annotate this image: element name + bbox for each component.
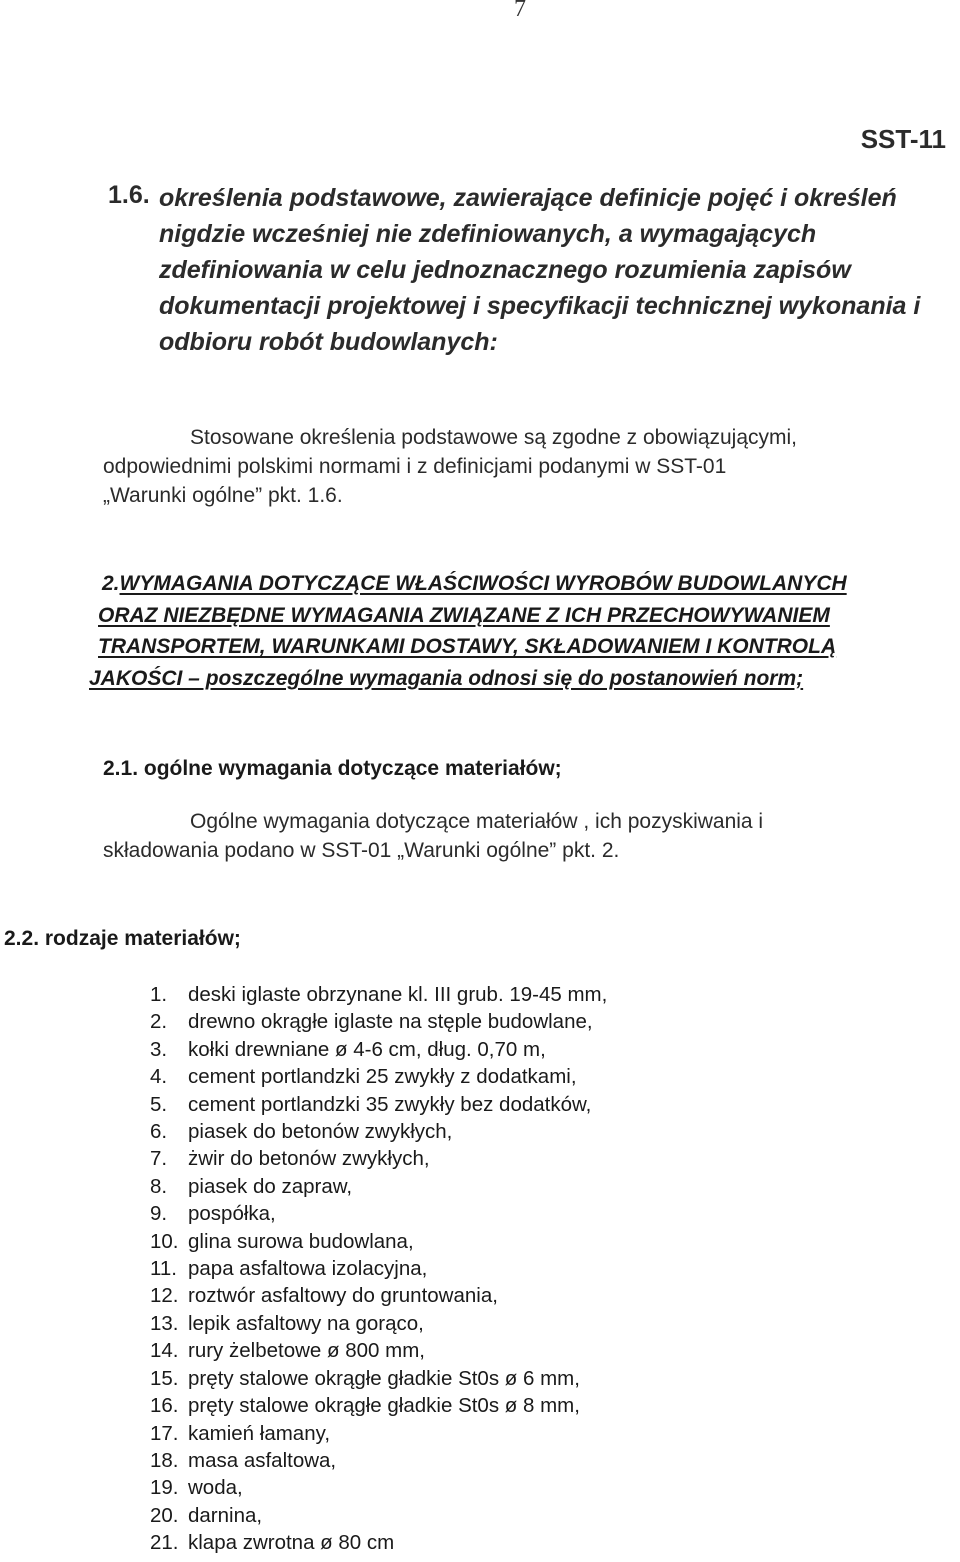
list-item — [150, 1228, 607, 1255]
list-item-text: pręty stalowe okrągłe gładkie St0s ø 8 mm, — [188, 1394, 580, 1418]
list-item — [150, 1008, 607, 1035]
list-item — [150, 1063, 607, 1090]
list-item-text: cement portlandzki 35 zwykły bez dodatków, — [188, 1092, 592, 1116]
list-item-number: 19. — [150, 1476, 179, 1500]
list-item-number: 21. — [150, 1531, 179, 1555]
list-item-number: 5. — [150, 1092, 168, 1116]
list-item — [150, 1173, 607, 1200]
heading-line: 2.WYMAGANIA DOTYCZĄCE WŁAŚCIWOŚCI WYROBÓW BUDOWLANYCH — [102, 572, 847, 595]
list-item-number: 4. — [150, 1065, 168, 1089]
list-item-number: 18. — [150, 1448, 179, 1472]
materials-list — [150, 981, 607, 1557]
list-item-text: kołki drewniane ø 4-6 cm, dług. 0,70 m, — [188, 1037, 546, 1061]
list-item-number: 16. — [150, 1394, 179, 1418]
list-item — [150, 1420, 607, 1447]
list-item — [150, 1337, 607, 1364]
section-1-6-number: 1.6. — [108, 181, 150, 209]
list-item-text: lepik asfaltowy na gorąco, — [188, 1311, 424, 1335]
list-item-number: 20. — [150, 1503, 179, 1527]
list-item-text: piasek do zapraw, — [188, 1174, 353, 1198]
list-item — [150, 1529, 607, 1556]
list-item-number: 6. — [150, 1120, 168, 1144]
section-2-1-heading: 2.1. ogólne wymagania dotyczące materiałów; — [103, 757, 562, 780]
list-item — [150, 1447, 607, 1474]
list-item — [150, 1200, 607, 1227]
section-2-heading — [89, 568, 847, 694]
list-item-text: drewno okrągłe iglaste na stęple budowlane, — [188, 1010, 593, 1034]
heading-line: TRANSPORTEM, WARUNKAMI DOSTAWY, SKŁADOWANIEM I KONTROLĄ — [98, 635, 837, 658]
list-item-number: 17. — [150, 1421, 179, 1445]
paragraph-line: Stosowane określenia podstawowe są zgodne z obowiązującymi, — [190, 426, 798, 449]
list-item — [150, 1502, 607, 1529]
list-item — [150, 1091, 607, 1118]
document-code: SST-11 — [860, 124, 946, 154]
list-item — [150, 1282, 607, 1309]
list-item-number: 13. — [150, 1311, 179, 1335]
section-2-1-paragraph — [103, 807, 763, 865]
list-item-number: 3. — [150, 1037, 168, 1061]
list-item-number: 8. — [150, 1174, 168, 1198]
list-item-text: kamień łamany, — [188, 1421, 331, 1445]
list-item — [150, 1145, 607, 1172]
section-1-6-heading — [159, 180, 920, 360]
list-item-number: 11. — [150, 1257, 177, 1281]
list-item — [150, 1310, 607, 1337]
list-item-text: papa asfaltowa izolacyjna, — [188, 1257, 428, 1281]
list-item-text: woda, — [188, 1476, 243, 1500]
list-item — [150, 1036, 607, 1063]
list-item — [150, 981, 607, 1008]
list-item-number: 10. — [150, 1229, 179, 1253]
page-number: 7 — [514, 0, 526, 22]
list-item — [150, 1474, 607, 1501]
list-item-number: 15. — [150, 1366, 179, 1390]
list-item-number: 9. — [150, 1202, 168, 1226]
list-item — [150, 1255, 607, 1282]
section-2-2-heading: 2.2. rodzaje materiałów; — [4, 927, 241, 950]
heading-line: ORAZ NIEZBĘDNE WYMAGANIA ZWIĄZANE Z ICH PRZECHOWYWANIEM — [98, 603, 830, 627]
list-item-text: piasek do betonów zwykłych, — [188, 1120, 453, 1144]
section-1-6-paragraph — [103, 423, 797, 510]
list-item-number: 7. — [150, 1147, 168, 1171]
heading-line: JAKOŚCI – poszczególne wymagania odnosi się do postanowień norm; — [89, 666, 804, 690]
heading-line: dokumentacji projektowej i specyfikacji technicznej wykonania i — [159, 292, 921, 320]
list-item-number: 2. — [150, 1010, 168, 1034]
list-item-text: klapa zwrotna ø 80 cm — [188, 1531, 395, 1555]
list-item — [150, 1392, 607, 1419]
list-item — [150, 1118, 607, 1145]
heading-line: nigdzie wcześniej nie zdefiniowanych, a wymagających — [159, 220, 817, 248]
list-item-text: żwir do betonów zwykłych, — [188, 1147, 430, 1171]
paragraph-line: odpowiednimi polskimi normami i z definicjami podanymi w SST-01 — [103, 455, 727, 478]
paragraph-line: „Warunki ogólne” pkt. 1.6. — [103, 484, 343, 507]
list-item-text: pospółka, — [188, 1202, 276, 1226]
paragraph-line: składowania podano w SST-01 „Warunki ogólne” pkt. 2. — [103, 839, 620, 862]
list-item-text: masa asfaltowa, — [188, 1448, 337, 1472]
list-item-text: glina surowa budowlana, — [188, 1229, 414, 1253]
heading-line: zdefiniowania w celu jednoznacznego rozumienia zapisów — [159, 256, 851, 284]
list-item-text: deski iglaste obrzynane kl. III grub. 19-45 mm, — [188, 983, 608, 1006]
list-item-number: 1. — [150, 983, 168, 1006]
list-item-text: cement portlandzki 25 zwykły z dodatkami, — [188, 1065, 577, 1089]
list-item-number: 14. — [150, 1339, 179, 1363]
list-item-number: 12. — [150, 1284, 179, 1308]
heading-line: określenia podstawowe, zawierające definicje pojęć i określeń — [159, 184, 897, 212]
list-item-text: darnina, — [188, 1503, 263, 1527]
heading-line: odbioru robót budowlanych: — [159, 328, 498, 356]
list-item-text: roztwór asfaltowy do gruntowania, — [188, 1284, 498, 1308]
paragraph-line: Ogólne wymagania dotyczące materiałów , ich pozyskiwania i — [190, 810, 764, 833]
list-item-text: pręty stalowe okrągłe gładkie St0s ø 6 mm, — [188, 1366, 580, 1390]
list-item-text: rury żelbetowe ø 800 mm, — [188, 1339, 425, 1363]
list-item — [150, 1365, 607, 1392]
